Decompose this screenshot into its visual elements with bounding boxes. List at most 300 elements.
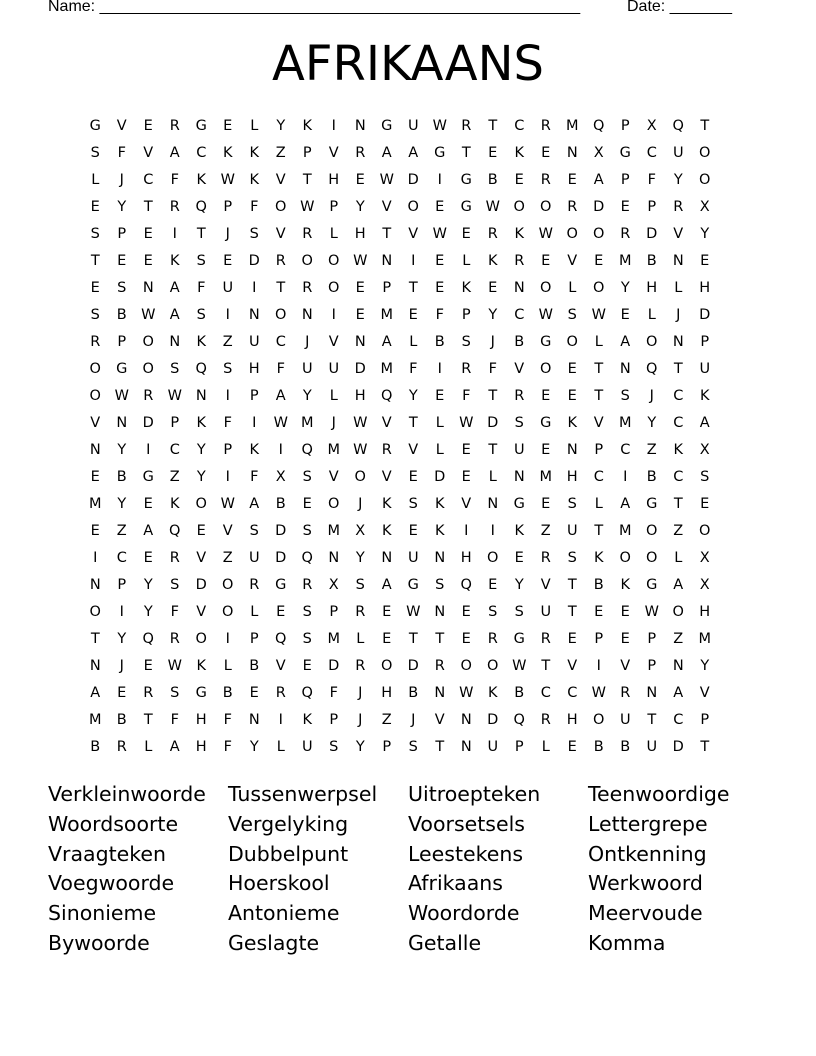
grid-letter: I (278, 712, 283, 728)
grid-letter: R (275, 253, 286, 269)
grid-letter: S (700, 469, 710, 485)
grid-letter: I (437, 361, 442, 377)
grid-letter: O (328, 280, 340, 296)
grid-letter: E (90, 523, 100, 539)
grid-letter: L (674, 280, 683, 296)
grid-letter: V (567, 253, 578, 269)
grid-letter: A (249, 496, 260, 512)
grid-letter: O (540, 280, 552, 296)
grid-letter: W (353, 442, 368, 458)
grid-letter: H (646, 280, 658, 296)
grid-letter: N (434, 685, 446, 701)
grid-letter: E (276, 604, 286, 620)
grid-letter: M (88, 712, 102, 728)
grid-letter: W (459, 685, 474, 701)
grid-letter: F (462, 388, 471, 404)
grid-letter: Y (117, 442, 127, 458)
grid-letter: P (382, 280, 392, 296)
grid-letter: I (93, 550, 98, 566)
grid-letter: E (249, 685, 259, 701)
grid-letter: L (409, 334, 418, 350)
grid-letter: W (379, 172, 394, 188)
grid-letter: C (514, 118, 525, 134)
grid-letter: E (461, 469, 471, 485)
grid-letter: Z (646, 442, 657, 458)
grid-row (82, 734, 742, 761)
grid-letter: Y (196, 442, 206, 458)
grid-letter: V (381, 199, 392, 215)
grid-letter: O (275, 199, 287, 215)
grid-letter: I (146, 442, 151, 458)
grid-letter: A (169, 280, 180, 296)
grid-row (82, 491, 742, 518)
grid-letter: Y (488, 307, 498, 323)
grid-letter: E (594, 253, 604, 269)
grid-letter: Y (673, 172, 683, 188)
grid-letter: P (647, 631, 657, 647)
grid-letter: D (195, 577, 207, 593)
grid-letter: H (460, 550, 472, 566)
grid-letter: H (354, 388, 366, 404)
grid-letter: B (514, 685, 525, 701)
grid-letter: N (89, 577, 101, 593)
grid-letter: J (358, 496, 363, 512)
grid-letter: W (538, 226, 553, 242)
grid-letter: T (567, 604, 577, 620)
grid-letter: F (435, 307, 444, 323)
grid-letter: T (461, 145, 471, 161)
grid-letter: Y (620, 280, 630, 296)
grid-letter: S (170, 685, 180, 701)
grid-letter: R (143, 685, 154, 701)
grid-letter: E (355, 307, 365, 323)
grid-letter: B (116, 307, 127, 323)
grid-letter: Y (276, 118, 286, 134)
grid-letter: A (699, 415, 710, 431)
grid-letter: N (672, 658, 684, 674)
grid-letter: E (461, 631, 471, 647)
grid-letter: Y (117, 199, 127, 215)
grid-letter: E (435, 388, 445, 404)
grid-letter: O (646, 550, 658, 566)
grid-letter: D (275, 550, 287, 566)
grid-row (82, 248, 742, 275)
grid-letter: V (381, 469, 392, 485)
grid-letter: P (329, 712, 339, 728)
grid-letter: O (672, 604, 684, 620)
word-bank-item: Teenwoordige (588, 782, 730, 806)
grid-letter: J (119, 658, 124, 674)
grid-letter: G (460, 172, 472, 188)
grid-letter: K (302, 712, 312, 728)
grid-letter: O (566, 334, 578, 350)
grid-letter: S (302, 604, 312, 620)
grid-letter: O (619, 550, 631, 566)
grid-letter: P (249, 631, 259, 647)
grid-row (82, 302, 742, 329)
grid-letter: C (116, 550, 127, 566)
grid-letter: O (142, 361, 154, 377)
grid-letter: S (170, 361, 180, 377)
grid-letter: E (620, 604, 630, 620)
grid-letter: M (698, 631, 711, 647)
grid-letter: H (195, 712, 207, 728)
word-bank-item: Vergelyking (228, 811, 349, 836)
grid-letter: E (700, 496, 710, 512)
grid-letter: Z (275, 145, 286, 161)
word-bank-item: Afrikaans (408, 871, 503, 896)
grid-letter: P (223, 199, 233, 215)
grid-letter: R (514, 253, 525, 269)
grid-letter: E (435, 280, 445, 296)
grid-letter: J (119, 172, 124, 188)
grid-letter: N (354, 334, 366, 350)
grid-letter: N (169, 334, 181, 350)
grid-letter: S (567, 496, 577, 512)
grid-letter: H (328, 172, 340, 188)
grid-letter: L (488, 469, 497, 485)
grid-letter: W (353, 253, 368, 269)
grid-letter: V (328, 334, 339, 350)
grid-letter: T (90, 631, 100, 647)
grid-letter: V (143, 145, 154, 161)
grid-letter: I (225, 388, 230, 404)
grid-letter: C (673, 712, 684, 728)
word-bank-item: Woordorde (408, 901, 520, 926)
grid-letter: Q (301, 685, 313, 701)
grid-letter: E (435, 199, 445, 215)
grid-letter: N (248, 712, 260, 728)
grid-letter: P (620, 118, 630, 134)
grid-letter: O (328, 496, 340, 512)
grid-letter: S (408, 739, 418, 755)
grid-letter: D (275, 523, 287, 539)
grid-letter: X (699, 550, 710, 566)
grid-letter: K (673, 442, 683, 458)
grid-letter: O (407, 199, 419, 215)
grid-letter: Y (700, 226, 710, 242)
grid-letter: M (618, 523, 632, 539)
grid-letter: U (646, 739, 658, 755)
grid-letter: Y (514, 577, 524, 593)
grid-letter: N (354, 118, 366, 134)
grid-letter: O (540, 199, 552, 215)
grid-letter: E (488, 577, 498, 593)
date-field-label: Date: _______ (627, 0, 732, 15)
grid-letter: C (567, 685, 578, 701)
grid-letter: K (196, 415, 206, 431)
grid-letter: C (275, 334, 286, 350)
grid-letter: K (249, 145, 259, 161)
grid-row (82, 518, 742, 545)
grid-letter: C (646, 145, 657, 161)
grid-letter: R (169, 550, 180, 566)
grid-letter: G (646, 496, 658, 512)
grid-letter: A (593, 172, 604, 188)
grid-letter: G (646, 577, 658, 593)
grid-letter: G (407, 577, 419, 593)
grid-letter: E (541, 145, 551, 161)
grid-letter: V (434, 712, 445, 728)
grid-letter: G (195, 118, 207, 134)
word-bank-row (48, 780, 768, 810)
grid-letter: U (487, 739, 499, 755)
grid-letter: E (143, 658, 153, 674)
grid-row (82, 653, 742, 680)
grid-letter: N (672, 334, 684, 350)
grid-letter: K (434, 496, 445, 512)
grid-letter: Z (116, 523, 127, 539)
grid-letter: V (699, 685, 710, 701)
grid-letter: B (222, 685, 233, 701)
grid-letter: E (143, 496, 153, 512)
grid-letter: S (302, 523, 312, 539)
word-bank-item: Werkwoord (588, 871, 703, 896)
grid-letter: T (594, 361, 604, 377)
grid-letter: A (169, 307, 180, 323)
grid-letter: W (220, 496, 235, 512)
grid-letter: L (594, 496, 603, 512)
grid-letter: K (196, 172, 206, 188)
grid-letter: F (170, 604, 179, 620)
grid-letter: O (593, 280, 605, 296)
grid-letter: Q (301, 550, 313, 566)
grid-letter: L (435, 415, 444, 431)
grid-letter: Q (593, 118, 605, 134)
grid-letter: T (435, 739, 445, 755)
grid-letter: U (407, 550, 419, 566)
grid-letter: R (116, 739, 127, 755)
grid-letter: E (223, 118, 233, 134)
grid-letter: T (143, 712, 153, 728)
word-bank-item: Woordsoorte (48, 811, 179, 836)
grid-letter: B (275, 496, 286, 512)
grid-letter: E (143, 550, 153, 566)
grid-letter: Y (143, 577, 153, 593)
grid-letter: T (90, 253, 100, 269)
grid-letter: R (355, 145, 366, 161)
grid-letter: Z (673, 523, 684, 539)
grid-letter: W (353, 415, 368, 431)
grid-letter: N (248, 307, 260, 323)
grid-letter: C (620, 442, 631, 458)
grid-letter: W (432, 118, 447, 134)
grid-letter: P (329, 199, 339, 215)
grid-letter: U (407, 118, 419, 134)
grid-letter: N (646, 685, 658, 701)
grid-letter: V (567, 658, 578, 674)
grid-row (82, 626, 742, 653)
grid-letter: E (461, 604, 471, 620)
grid-letter: A (90, 685, 101, 701)
grid-letter: A (143, 523, 154, 539)
grid-letter: N (487, 496, 499, 512)
grid-letter: H (566, 469, 578, 485)
grid-letter: D (699, 307, 711, 323)
grid-letter: K (514, 523, 524, 539)
grid-letter: G (513, 631, 525, 647)
grid-letter: R (249, 577, 260, 593)
word-bank-item: Verkleinwoorde (48, 782, 206, 806)
grid-letter: B (514, 334, 525, 350)
grid-letter: K (593, 550, 604, 566)
grid-letter: M (300, 415, 314, 431)
grid-letter: G (195, 685, 207, 701)
grid-letter: O (513, 199, 525, 215)
grid-letter: R (169, 118, 180, 134)
grid-row (82, 572, 742, 599)
grid-letter: E (90, 280, 100, 296)
word-bank (48, 780, 768, 959)
grid-letter: O (301, 253, 313, 269)
grid-letter: D (487, 415, 499, 431)
grid-row (82, 194, 742, 221)
grid-letter: O (89, 388, 101, 404)
grid-letter: Q (672, 118, 684, 134)
grid-letter: E (620, 199, 630, 215)
grid-letter: A (673, 577, 684, 593)
grid-letter: L (356, 631, 365, 647)
grid-letter: N (566, 442, 578, 458)
grid-letter: B (90, 739, 101, 755)
grid-letter: T (302, 172, 312, 188)
grid-letter: C (540, 685, 551, 701)
grid-letter: R (540, 631, 551, 647)
grid-letter: V (328, 469, 339, 485)
word-bank-item: Sinonieme (48, 901, 157, 926)
grid-row (82, 410, 742, 437)
grid-letter: S (196, 307, 206, 323)
grid-letter: V (328, 145, 339, 161)
grid-letter: L (329, 226, 338, 242)
grid-letter: I (411, 253, 416, 269)
grid-letter: U (301, 361, 313, 377)
grid-letter: N (566, 145, 578, 161)
grid-letter: Q (513, 712, 525, 728)
word-bank-item: Antonieme (228, 901, 340, 926)
grid-letter: K (699, 388, 710, 404)
grid-letter: N (381, 550, 393, 566)
grid-letter: E (541, 442, 551, 458)
grid-letter: R (302, 226, 313, 242)
grid-letter: B (408, 685, 419, 701)
grid-letter: G (513, 496, 525, 512)
grid-letter: Q (195, 199, 207, 215)
grid-letter: K (620, 577, 630, 593)
grid-letter: T (408, 415, 418, 431)
grid-letter: S (329, 739, 339, 755)
grid-letter: N (434, 604, 446, 620)
grid-letter: A (169, 145, 180, 161)
grid-letter: U (619, 712, 631, 728)
word-bank-item: Getalle (408, 930, 482, 955)
grid-letter: P (620, 172, 630, 188)
grid-letter: D (407, 172, 419, 188)
grid-letter: G (619, 145, 631, 161)
grid-letter: R (487, 226, 498, 242)
grid-letter: G (142, 469, 154, 485)
grid-letter: S (117, 280, 127, 296)
grid-letter: E (488, 280, 498, 296)
grid-row (82, 599, 742, 626)
grid-letter: E (143, 226, 153, 242)
grid-letter: S (90, 226, 100, 242)
grid-letter: W (644, 604, 659, 620)
grid-letter: O (699, 172, 711, 188)
grid-letter: F (329, 685, 338, 701)
grid-letter: G (540, 415, 552, 431)
grid-letter: K (302, 118, 312, 134)
grid-letter: E (117, 685, 127, 701)
grid-letter: T (700, 739, 710, 755)
grid-letter: P (249, 388, 259, 404)
grid-letter: Y (249, 739, 259, 755)
grid-letter: T (435, 631, 445, 647)
grid-letter: F (276, 361, 285, 377)
grid-letter: M (618, 415, 632, 431)
grid-letter: J (411, 712, 416, 728)
grid-letter: J (225, 226, 230, 242)
grid-letter: R (302, 280, 313, 296)
grid-letter: G (275, 577, 287, 593)
grid-letter: C (514, 307, 525, 323)
grid-letter: T (276, 280, 286, 296)
grid-letter: I (225, 307, 230, 323)
grid-letter: P (461, 307, 471, 323)
grid-letter: T (700, 118, 710, 134)
grid-letter: S (170, 577, 180, 593)
grid-letter: E (196, 523, 206, 539)
grid-letter: E (488, 145, 498, 161)
grid-letter: X (699, 442, 710, 458)
grid-letter: G (434, 145, 446, 161)
grid-letter: E (408, 469, 418, 485)
grid-letter: P (117, 226, 127, 242)
grid-letter: I (596, 658, 601, 674)
grid-letter: B (116, 469, 127, 485)
grid-letter: I (252, 415, 257, 431)
grid-letter: K (487, 253, 498, 269)
grid-letter: E (514, 172, 524, 188)
grid-letter: J (331, 415, 336, 431)
grid-letter: S (567, 307, 577, 323)
grid-letter: W (167, 388, 182, 404)
grid-letter: O (275, 307, 287, 323)
grid-letter: E (382, 631, 392, 647)
grid-letter: V (222, 523, 233, 539)
grid-letter: D (672, 739, 684, 755)
grid-letter: B (620, 739, 631, 755)
grid-letter: R (355, 604, 366, 620)
grid-letter: E (567, 739, 577, 755)
word-bank-row (48, 929, 768, 959)
grid-letter: X (646, 118, 657, 134)
grid-letter: I (464, 523, 469, 539)
grid-letter: N (672, 253, 684, 269)
grid-letter: L (250, 604, 259, 620)
grid-letter: O (646, 523, 658, 539)
grid-letter: S (249, 523, 259, 539)
grid-letter: W (273, 415, 288, 431)
word-bank-row (48, 899, 768, 929)
grid-letter: E (567, 631, 577, 647)
grid-letter: Q (142, 631, 154, 647)
grid-letter: Z (381, 712, 392, 728)
grid-letter: I (252, 280, 257, 296)
word-bank-item: Uitroepteken (408, 782, 541, 806)
grid-letter: O (89, 361, 101, 377)
grid-letter: B (593, 577, 604, 593)
